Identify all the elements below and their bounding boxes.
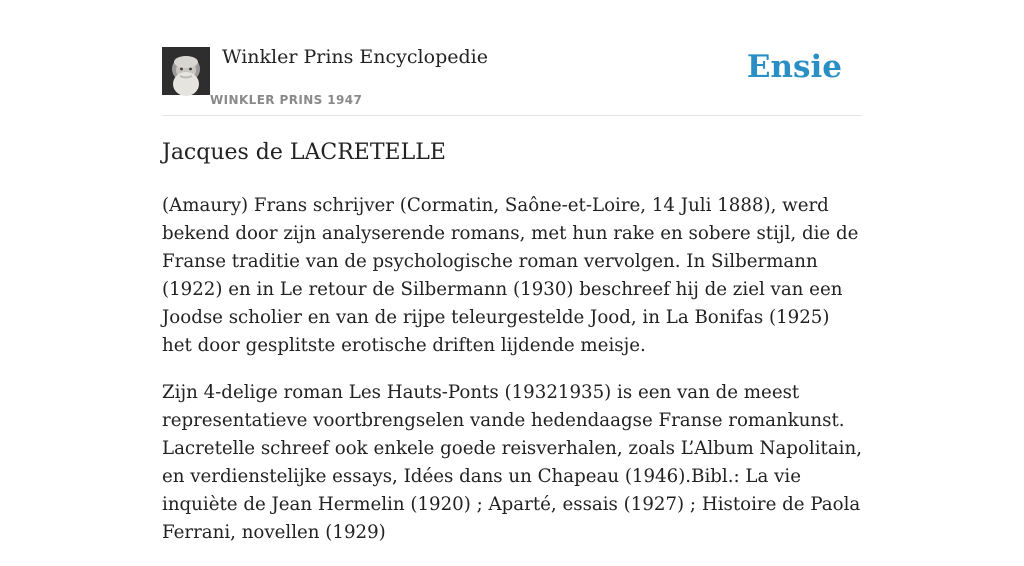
ensie-logo[interactable]: Ensie <box>746 49 842 85</box>
article-body <box>162 192 862 566</box>
source-subtitle[interactable]: WINKLER PRINS 1947 <box>210 93 363 107</box>
article-paragraph: Zijn 4-delige roman Les Hauts-Ponts (19321935) is een van de meest representatieve voortbrengselen vande hedendaagse Franse romankunst. Lacretelle schreef ook enkele goede reisverhalen, zoals L’Album Napolitain, en verdienstelijke essays, Idées dans un Chapeau (1946).Bibl.: La vie inquiète de Jean Hermelin (1920) ; Aparté, essais (1927) ; Histoire de Paola Ferrani, novellen (1929) <box>162 382 862 543</box>
author-avatar[interactable] <box>162 47 210 95</box>
article-title: Jacques de LACRETELLE <box>162 140 446 165</box>
article-paragraph: (Amaury) Frans schrijver (Cormatin, Saône-et-Loire, 14 Juli 1888), werd bekend door zijn analyserende romans, met hun rake en sobere stijl, die de Franse traditie van de psychologische roman vervolgen. In Silbermann (1922) en in Le retour de Silbermann (1930) beschreef hij de ziel van een Joodse scholier en van de rijpe teleurgestelde Jood, in La Bonifas (1925) het door gesplitste erotische driften lijdende meisje. <box>162 195 859 356</box>
source-title[interactable]: Winkler Prins Encyclopedie <box>222 46 488 68</box>
header-divider <box>162 115 862 116</box>
bearded-man-portrait-icon <box>162 47 210 95</box>
